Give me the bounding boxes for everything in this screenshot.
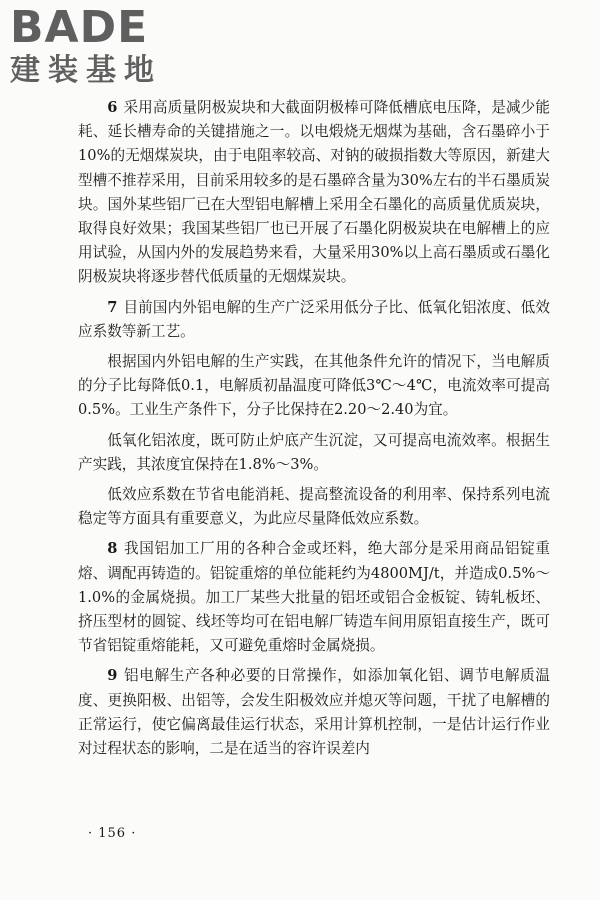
paragraph-text: 低氧化铝浓度，既可防止炉底产生沉淀，又可提高电流效率。根据生产实践，其浓度宜保持在1.8%～3%。 (78, 431, 550, 473)
paragraph-7 (78, 296, 550, 344)
paragraph-text: 目前国内外铝电解的生产广泛采用低分子比、低氧化铝浓度、低效应系数等新工艺。 (78, 298, 550, 340)
brand-logo (10, 4, 162, 88)
paragraph-8 (78, 537, 550, 658)
paragraph-text: 采用高质量阴极炭块和大截面阴极棒可降低槽底电压降，是减少能耗、延长槽寿命的关键措施之一。以电煅烧无烟煤为基础，含石墨碎小于10%的无烟煤炭块，由于电阻率较高、对钠的破损指数大等原因，新建大型槽不推荐采用，目前采用较多的是石墨碎含量为30%左右的半石墨质炭块。国外某些铝厂已在大型铝电解槽上采用全石墨化的高质量优质炭块，取得良好效果；我国某些铝厂也已开展了石墨化阴极炭块在电解槽上的应用试验，从国内外的发展趋势来看，大量采用30%以上高石墨质或石墨化阴极炭块将逐步替代低质量的无烟煤炭块。 (78, 99, 550, 286)
paragraph-text: 铝电解生产各种必要的日常操作，如添加氧化铝、调节电解质温度、更换阳极、出铝等，会发生阳极效应并熄灭等问题，干扰了电解槽的正常运行，使它偏离最佳运行状态，采用计算机控制，一是估计运行作业对过程状态的影响，二是在适当的容许误差内 (78, 667, 550, 758)
logo-subtitle: 建装基地 (10, 53, 162, 88)
paragraph-7-effect-coefficient (78, 483, 550, 531)
clause-number: 8 (107, 540, 118, 558)
clause-number: 9 (107, 667, 118, 685)
clause-number: 7 (107, 298, 118, 316)
paragraph-6 (78, 96, 550, 290)
page-number: · 156 · (88, 826, 137, 841)
paragraph-9 (78, 664, 550, 761)
paragraph-text: 低效应系数在节省电能消耗、提高整流设备的利用率、保持系列电流稳定等方面具有重要意义，为此应尽量降低效应系数。 (78, 486, 550, 528)
paragraph-text: 我国铝加工厂用的各种合金或坯料，绝大部分是采用商品铝锭重熔、调配再铸造的。铝锭重熔的单位能耗约为4800MJ/t，并造成0.5%～1.0%的金属烧损。加工厂某些大批量的铝坯或铝合金板锭、铸轧板坯、挤压型材的圆锭、线坯等均可在铝电解厂铸造车间用原铝直接生产，既可节省铝锭重熔能耗，又可避免重熔时金属烧损。 (78, 540, 550, 655)
document-body (78, 96, 550, 761)
logo-brand-text: BADE (10, 2, 149, 53)
paragraph-7-alumina-concentration (78, 429, 550, 477)
paragraph-text: 根据国内外铝电解的生产实践，在其他条件允许的情况下，当电解质的分子比每降低0.1，电解质初晶温度可降低3℃～4℃，电流效率可提高0.5%。工业生产条件下，分子比保持在2.20～2.40为宜。 (78, 353, 550, 419)
paragraph-7-molecular-ratio (78, 350, 550, 423)
clause-number: 6 (107, 99, 118, 116)
